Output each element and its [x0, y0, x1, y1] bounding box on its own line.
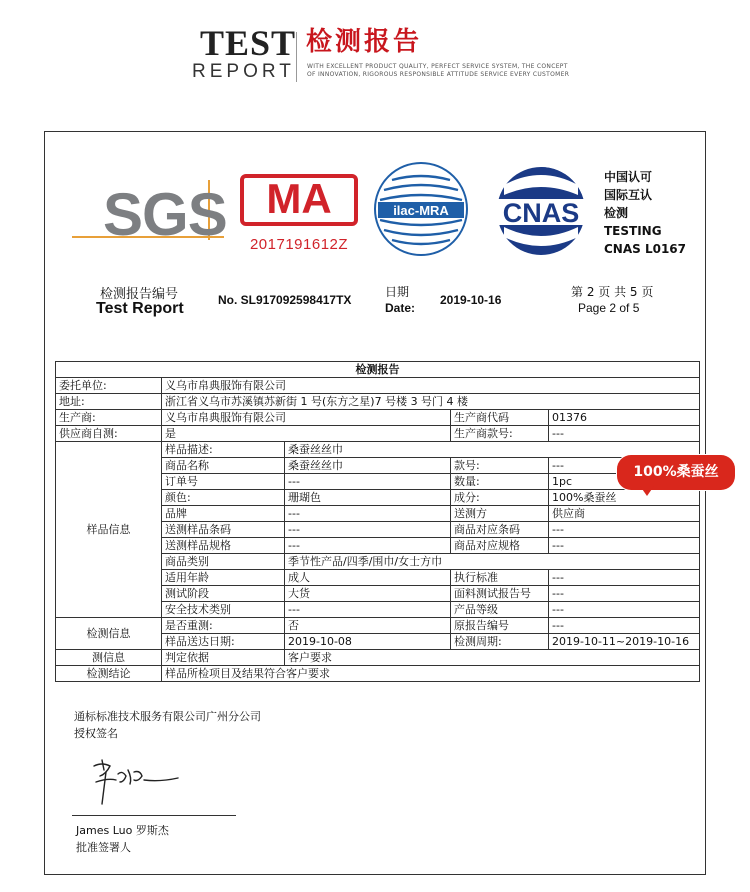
sample-field-label: 订单号: [162, 474, 285, 490]
header-report-word: REPORT: [192, 61, 295, 82]
retest-value: 否: [285, 618, 451, 634]
cma-number: 2017191612Z: [249, 236, 349, 253]
page-indicator-en: Page 2 of 5: [578, 301, 640, 315]
sample-field-value: ---: [285, 474, 451, 490]
sample-field-value: 桑蚕丝丝巾: [285, 458, 451, 474]
sample-field-value: 成人: [285, 570, 451, 586]
signer-block: [76, 822, 169, 856]
authorized-signature-label: 授权签名: [74, 727, 118, 740]
composition-badge: 100%桑蚕丝: [617, 455, 735, 490]
cnas-line: 中国认可: [604, 170, 653, 184]
signature-line: [72, 815, 236, 816]
test-info-label: 检测信息: [56, 618, 162, 650]
sample-field-value: ---: [549, 538, 700, 554]
conclusion-value: 样品所检项目及结果符合客户要求: [162, 666, 700, 682]
sample-field-value: 供应商: [549, 506, 700, 522]
sample-field-label: 商品类别: [162, 554, 285, 570]
sample-field-value: ---: [285, 506, 451, 522]
sample-field-label: 送测样品规格: [162, 538, 285, 554]
date-label-cn: 日期: [385, 285, 410, 299]
conclusion-label: 检测结论: [56, 666, 162, 682]
issuing-organization: 通标标准技术服务有限公司广州分公司: [74, 710, 261, 723]
table-row: [56, 410, 700, 426]
sample-field-value: 季节性产品/四季/围巾/女士方巾: [285, 554, 700, 570]
basis-value: 客户要求: [285, 650, 700, 666]
sample-field-label: 商品名称: [162, 458, 285, 474]
sample-field-label: 款号:: [451, 458, 549, 474]
header-title-cn: 检测报告: [306, 27, 423, 57]
tagline-line-2: OF INNOVATION, RIGOROUS RESPONSIBLE ATTITUDE SERVICE EVERY CUSTOMER: [307, 71, 570, 78]
sample-field-label: 安全技术类别: [162, 602, 285, 618]
sample-field-label: 商品对应条码: [451, 522, 549, 538]
original-report-label: 原报告编号: [451, 618, 549, 634]
handwritten-signature: [88, 752, 188, 810]
cnas-logo: [486, 165, 596, 257]
sample-field-label: 品牌: [162, 506, 285, 522]
table-row: [56, 650, 700, 666]
cnas-line: TESTING: [604, 224, 662, 238]
sent-date-value: 2019-10-08: [285, 634, 451, 650]
date-label-en: Date:: [385, 301, 416, 315]
badge-pointer: [640, 486, 654, 496]
client-value: 义乌市帛典服饰有限公司: [162, 378, 700, 394]
test-period-label: 检测周期:: [451, 634, 549, 650]
test-period-value: 2019-10-11~2019-10-16: [549, 634, 700, 650]
sample-info-label: 样品信息: [56, 442, 162, 618]
sample-field-label: 商品对应规格: [451, 538, 549, 554]
address-label: 地址:: [56, 394, 162, 410]
ilac-logo-text: ilac-MRA: [393, 203, 449, 218]
table-row: [56, 426, 700, 442]
table-row: [56, 442, 700, 458]
sample-field-label: 样品描述:: [162, 442, 285, 458]
report-number-label-cn: 检测报告编号: [100, 287, 179, 302]
table-row: [56, 618, 700, 634]
manufacturer-value: 义乌市帛典服饰有限公司: [162, 410, 451, 426]
self-test-label: 供应商自测:: [56, 426, 162, 442]
sample-field-value: ---: [549, 586, 700, 602]
table-row: [56, 666, 700, 682]
report-number: No. SL917092598417TX: [218, 293, 352, 307]
header-tagline: [307, 63, 569, 79]
ilac-mra-logo: [372, 160, 470, 258]
sent-date-label: 样品送达日期:: [162, 634, 285, 650]
header-test-word: TEST: [200, 23, 297, 63]
cma-logo: MA: [266, 175, 332, 222]
header-divider: [296, 32, 297, 82]
table-title: 检测报告: [56, 362, 700, 378]
sample-field-value: ---: [285, 602, 451, 618]
sample-field-value: 1pc: [549, 474, 700, 490]
table-row: [56, 378, 700, 394]
sample-field-label: 执行标准: [451, 570, 549, 586]
client-label: 委托单位:: [56, 378, 162, 394]
sample-field-value: 珊瑚色: [285, 490, 451, 506]
sample-field-value: ---: [285, 522, 451, 538]
sample-field-label: 适用年龄: [162, 570, 285, 586]
report-number-label-en: Test Report: [96, 300, 184, 317]
self-test-value: 是: [162, 426, 451, 442]
sample-field-value: ---: [549, 522, 700, 538]
tagline-line-1: WITH EXCELLENT PRODUCT QUALITY, PERFECT SERVICE SYSTEM, THE CONCEPT: [307, 63, 568, 70]
cnas-line: CNAS L0167: [604, 242, 687, 256]
sample-field-label: 送测样品条码: [162, 522, 285, 538]
signer-role: 批准签署人: [76, 841, 131, 854]
signer-name: James Luo 罗斯杰: [76, 824, 169, 837]
report-date: 2019-10-16: [440, 293, 502, 307]
address-value: 浙江省义乌市苏溪镇苏新街 1 号(东方之星)7 号楼 3 号门 4 楼: [162, 394, 700, 410]
cnas-line: 检测: [604, 206, 629, 220]
manufacturer-label: 生产商:: [56, 410, 162, 426]
signature-org-block: [74, 708, 261, 742]
sample-field-value: 大货: [285, 586, 451, 602]
cnas-logo-text: CNAS: [502, 198, 580, 228]
manufacturer-no-value: ---: [549, 426, 700, 442]
retest-label: 是否重测:: [162, 618, 285, 634]
cnas-line: 国际互认: [604, 188, 653, 202]
sample-field-value: ---: [549, 570, 700, 586]
sample-field-label: 面料测试报告号: [451, 586, 549, 602]
page-indicator-cn: 第 2 页 共 5 页: [571, 285, 654, 299]
cnas-accreditation-text: [604, 168, 686, 258]
manufacturer-code-label: 生产商代码: [451, 410, 549, 426]
manufacturer-code-value: 01376: [549, 410, 700, 426]
original-report-value: ---: [549, 618, 700, 634]
sample-field-label: 数量:: [451, 474, 549, 490]
sample-field-label: 成分:: [451, 490, 549, 506]
measure-info-label: 测信息: [56, 650, 162, 666]
sample-field-value: 桑蚕丝丝巾: [285, 442, 700, 458]
sample-field-value: 100%桑蚕丝: [549, 490, 700, 506]
manufacturer-no-label: 生产商款号:: [451, 426, 549, 442]
sample-field-value: ---: [549, 458, 700, 474]
table-row: [56, 394, 700, 410]
basis-label: 判定依据: [162, 650, 285, 666]
sgs-logo: SGS: [103, 181, 227, 248]
sample-field-value: ---: [285, 538, 451, 554]
sample-field-label: 测试阶段: [162, 586, 285, 602]
sample-field-label: 送测方: [451, 506, 549, 522]
table-row: [56, 362, 700, 378]
sample-field-value: ---: [549, 602, 700, 618]
sample-field-label: 产品等级: [451, 602, 549, 618]
test-report-table: [55, 361, 700, 682]
sample-field-label: 颜色:: [162, 490, 285, 506]
